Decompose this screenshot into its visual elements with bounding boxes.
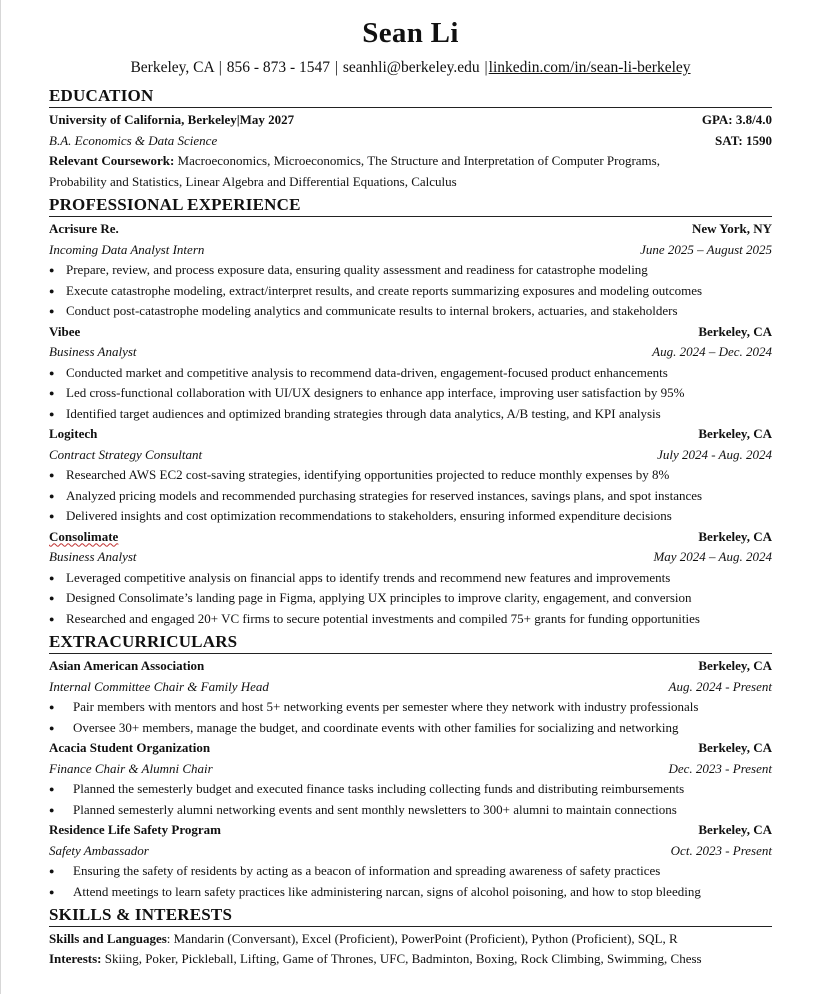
skills-languages-line xyxy=(49,929,772,949)
education-degree: B.A. Economics & Data Science xyxy=(49,132,218,148)
education-sat: SAT: 1590 xyxy=(715,132,772,148)
entry-role-row xyxy=(49,759,772,780)
skills-label: Skills and Languages xyxy=(49,931,167,946)
entry-dates: June 2025 – August 2025 xyxy=(640,241,772,257)
entry-location: Berkeley, CA xyxy=(698,740,772,755)
entry-location: New York, NY xyxy=(691,221,772,236)
coursework-label: Relevant Coursework: xyxy=(49,153,175,168)
entry-location: Berkeley, CA xyxy=(698,528,772,544)
entry-dates: Aug. 2024 – Dec. 2024 xyxy=(652,344,772,359)
entry-bullet-list xyxy=(49,260,772,322)
bullet-point: ● Ensuring the safety of residents by acting as a beacon of information and spreading awareness of safety practices xyxy=(49,861,772,882)
resume-document xyxy=(49,14,772,969)
entry-header-row xyxy=(49,424,772,445)
entry-organization: Acrisure Re. xyxy=(49,221,119,236)
entry-bullet-list xyxy=(49,465,772,527)
entry-organization: Logitech xyxy=(49,426,98,441)
entry-bullet-list xyxy=(49,363,772,425)
entry-role-row xyxy=(49,342,772,363)
contact-phone: 856 - 873 - 1547 xyxy=(226,59,331,76)
entry-header-row xyxy=(49,820,772,841)
education-school: University of California, Berkeley|May 2027 xyxy=(49,112,295,127)
bullet-point: ● Researched AWS EC2 cost-saving strategies, identifying opportunities projected to reduce monthly expenses by 8% xyxy=(49,465,772,486)
entry-role: Business Analyst xyxy=(49,344,137,359)
coursework-list: Macroeconomics, Microeconomics, The Structure and Interpretation of Computer Programs, xyxy=(177,153,660,168)
bullet-point: ● Analyzed pricing models and recommended purchasing strategies for reserved instances, savings plans, and spot instances xyxy=(49,486,772,507)
contact-separator: | xyxy=(484,59,488,76)
bullet-point: ● Execute catastrophe modeling, extract/interpret results, and create reports summarizing exposures and modeling outcomes xyxy=(49,281,772,302)
entry-role: Finance Chair & Alumni Chair xyxy=(49,760,213,776)
entry-dates: Aug. 2024 - Present xyxy=(668,678,772,694)
education-school-row xyxy=(49,110,772,131)
entry-organization: Vibee xyxy=(49,323,81,339)
page-edge xyxy=(0,0,1,994)
bullet-point: ● Prepare, review, and process exposure data, ensuring quality assessment and readiness for catastrophe modeling xyxy=(49,260,772,281)
contact-separator: | xyxy=(334,59,338,76)
entry-header-row xyxy=(49,322,772,343)
entry-header-row xyxy=(49,527,772,548)
bullet-point: ● Planned the semesterly budget and executed finance tasks including collecting funds and distributing reimbursements xyxy=(49,779,772,800)
linkedin-link[interactable]: linkedin.com/in/sean-li-berkeley xyxy=(488,59,691,76)
entry-location: Berkeley, CA xyxy=(698,426,772,441)
section-title-experience: PROFESSIONAL EXPERIENCE xyxy=(49,193,772,217)
bullet-point: ● Conducted market and competitive analysis to recommend data-driven, engagement-focused product enhancements xyxy=(49,363,772,384)
bullet-point: ● Oversee 30+ members, manage the budget, and coordinate events with other families for socializing and networking xyxy=(49,718,772,739)
entry-role: Internal Committee Chair & Family Head xyxy=(49,678,269,694)
education-coursework xyxy=(49,151,772,192)
bullet-point: ● Conduct post-catastrophe modeling analytics and communicate results to internal brokers, actuaries, and stakeholders xyxy=(49,301,772,322)
bullet-point: ● Pair members with mentors and host 5+ networking events per semester where they network with industry professionals xyxy=(49,697,772,718)
section-title-extracurriculars: EXTRACURRICULARS xyxy=(49,630,772,654)
entry-header-row xyxy=(49,738,772,759)
entry-organization: Residence Life Safety Program xyxy=(49,822,221,837)
bullet-point: ● Attend meetings to learn safety practices like administering narcan, signs of alcohol poisoning, and how to stop bleeding xyxy=(49,882,772,903)
bullet-point: ● Designed Consolimate’s landing page in Figma, applying UX principles to improve clarity, engagement, and conversion xyxy=(49,588,772,609)
contact-separator: | xyxy=(218,59,222,76)
section-title-education: EDUCATION xyxy=(49,84,772,108)
bullet-point: ● Planned semesterly alumni networking events and sent monthly newsletters to 300+ alumni to maintain connections xyxy=(49,800,772,821)
entry-dates: May 2024 – Aug. 2024 xyxy=(653,549,772,564)
bullet-point: ● Identified target audiences and optimized branding strategies through data analytics, A/B testing, and KPI analysis xyxy=(49,404,772,425)
bullet-point: ● Leveraged competitive analysis on financial apps to identify trends and recommend new features and improvements xyxy=(49,568,772,589)
bullet-point: ● Delivered insights and cost optimization recommendations to stakeholders, ensuring informed expenditure decisions xyxy=(49,506,772,527)
entry-organization: Asian American Association xyxy=(49,658,205,673)
entry-organization: Consolimate xyxy=(49,528,119,544)
entry-header-row xyxy=(49,219,772,240)
skills-value: : Mandarin (Conversant), Excel (Proficient), PowerPoint (Proficient), Python (Proficient), SQL, R xyxy=(166,931,678,946)
interests-label: Interests: xyxy=(49,951,102,966)
entry-role-row xyxy=(49,841,772,862)
contact-line xyxy=(49,53,772,83)
candidate-name: Sean Li xyxy=(362,17,459,49)
extracurricular-list xyxy=(49,656,772,902)
education-gpa: GPA: 3.8/4.0 xyxy=(701,112,772,127)
interests-line xyxy=(49,949,772,969)
entry-organization: Acacia Student Organization xyxy=(49,740,211,755)
entry-role-row xyxy=(49,445,772,466)
interests-value: Skiing, Poker, Pickleball, Lifting, Game of Thrones, UFC, Badminton, Boxing, Rock Climbing, Swimming, Chess xyxy=(101,951,702,966)
entry-role: Business Analyst xyxy=(49,549,137,564)
bullet-point: ● Researched and engaged 20+ VC firms to secure potential investments and compiled 75+ grants for funding opportunities xyxy=(49,609,772,630)
entry-role: Contract Strategy Consultant xyxy=(49,446,203,462)
entry-bullet-list xyxy=(49,697,772,738)
section-title-skills: SKILLS & INTERESTS xyxy=(49,903,772,927)
entry-location: Berkeley, CA xyxy=(698,323,772,339)
experience-list xyxy=(49,219,772,629)
entry-role: Safety Ambassador xyxy=(49,842,149,858)
entry-dates: Oct. 2023 - Present xyxy=(670,842,772,858)
education-degree-row xyxy=(49,131,772,152)
entry-dates: July 2024 - Aug. 2024 xyxy=(657,446,772,462)
entry-location: Berkeley, CA xyxy=(698,822,772,837)
entry-location: Berkeley, CA xyxy=(698,658,772,673)
entry-dates: Dec. 2023 - Present xyxy=(668,760,772,776)
entry-role-row xyxy=(49,677,772,698)
coursework-list: Probability and Statistics, Linear Algebra and Differential Equations, Calculus xyxy=(49,173,457,189)
entry-role-row xyxy=(49,547,772,568)
entry-bullet-list xyxy=(49,861,772,902)
entry-bullet-list xyxy=(49,779,772,820)
entry-role-row xyxy=(49,240,772,261)
contact-email: seanhli@berkeley.edu xyxy=(342,59,480,76)
entry-header-row xyxy=(49,656,772,677)
entry-role: Incoming Data Analyst Intern xyxy=(49,241,205,257)
entry-bullet-list xyxy=(49,568,772,630)
contact-location: Berkeley, CA xyxy=(130,59,214,76)
bullet-point: ● Led cross-functional collaboration with UI/UX designers to enhance app interface, improving user satisfaction by 95% xyxy=(49,383,772,404)
